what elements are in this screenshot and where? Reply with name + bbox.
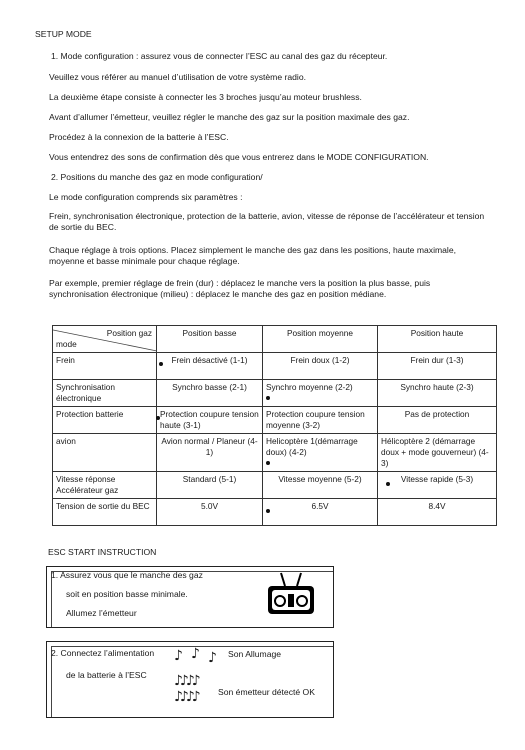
- instruction-text: Allumez l’émetteur: [66, 608, 137, 618]
- table-cell: Avion normal / Planeur (4-1): [157, 434, 263, 472]
- row-label: avion: [53, 434, 157, 472]
- setup-paragraph: Procédez à la connexion de la batterie à l’ESC.: [49, 132, 229, 142]
- setup-paragraph: Frein, synchronisation électronique, protection de la batterie, avion, vitesse de réponse de l’accélérateur et tension de sortie du BEC.: [49, 211, 485, 233]
- instruction-text: de la batterie à l’ESC: [66, 670, 147, 680]
- table-cell: Synchro basse (2-1): [157, 380, 263, 407]
- table-cell: [263, 434, 378, 472]
- table-row: [53, 407, 497, 434]
- table-row: [53, 353, 497, 380]
- table-cell: Vitesse moyenne (5-2): [263, 472, 378, 499]
- music-note-icon: ♪: [174, 648, 183, 664]
- setup-paragraph: Vous entendrez des sons de confirmation dès que vous entrerez dans le MODE CONFIGURATION.: [49, 152, 429, 162]
- setup-paragraph: Par exemple, premier réglage de frein (dur) : déplacez le manche vers la position la plus basse, puis synchronisation électronique (milieu) : déplacez le manche des gaz en position médiane.: [49, 278, 431, 300]
- row-label: Vitesse réponse Accélérateur gaz: [53, 472, 157, 499]
- table-cell: [263, 380, 378, 407]
- row-label: Tension de sortie du BEC: [53, 499, 157, 526]
- setup-paragraph: Chaque réglage à trois options. Placez simplement le manche des gaz dans les positions, haute maximale, moyenne et basse minimale pour chaque réglage.: [49, 245, 456, 267]
- cell-text: 6.5V: [311, 501, 329, 511]
- music-note-icon: ♪♪♪♪: [174, 689, 198, 705]
- instruction-text: soit en position basse minimale.: [66, 589, 188, 599]
- cell-text: Vitesse rapide (5-3): [400, 474, 474, 484]
- setup-item-2: 2. Positions du manche des gaz en mode configuration/: [51, 172, 263, 182]
- setup-item-1: 1. Mode configuration : assurez vous de connecter l’ESC au canal des gaz du récepteur.: [51, 51, 388, 61]
- sound-label: Son émetteur détecté OK: [218, 687, 315, 697]
- selection-dot: [159, 362, 163, 366]
- corner-top-label: Position gaz: [106, 328, 152, 338]
- table-row: [53, 380, 497, 407]
- setup-paragraph: La deuxième étape consiste à connecter les 3 broches jusqu’au moteur brushless.: [49, 92, 362, 102]
- row-label: Protection batterie: [53, 407, 157, 434]
- row-label: Frein: [53, 353, 157, 380]
- sound-label: Son Allumage: [228, 649, 282, 659]
- setup-paragraph: Avant d’allumer l’émetteur, veuillez régler le manche des gaz sur la position maximale des gaz.: [49, 112, 410, 122]
- column-header: Position moyenne: [263, 326, 378, 353]
- table-cell: Synchro haute (2-3): [378, 380, 497, 407]
- table-cell: [263, 499, 378, 526]
- table-cell: Protection coupure tension moyenne (3-2): [263, 407, 378, 434]
- table-row: [53, 472, 497, 499]
- table-cell: Hélicoptère 2 (démarrage doux + mode gouverneur) (4-3): [378, 434, 497, 472]
- instruction-box-1: [46, 566, 334, 628]
- table-cell: Frein dur (1-3): [378, 353, 497, 380]
- cell-text: Protection coupure tension haute (3-1): [160, 409, 259, 430]
- table-cell: Frein doux (1-2): [263, 353, 378, 380]
- corner-bottom-label: mode: [56, 339, 77, 350]
- music-note-icon: ♪: [191, 646, 200, 662]
- table-cell: 8.4V: [378, 499, 497, 526]
- setup-paragraph: Le mode configuration comprends six paramètres :: [49, 192, 243, 202]
- column-header: Position haute: [378, 326, 497, 353]
- table-cell: [378, 472, 497, 499]
- selection-dot: [266, 396, 270, 400]
- column-header: Position basse: [157, 326, 263, 353]
- instruction-text: 1. Assurez vous que le manche des gaz: [51, 570, 203, 580]
- table-row: [53, 434, 497, 472]
- instruction-box-2: [46, 641, 334, 718]
- table-cell: 5.0V: [157, 499, 263, 526]
- selection-dot: [266, 461, 270, 465]
- corner-cell: [53, 326, 157, 353]
- cell-text: Helicoptère 1(démarrage doux) (4-2): [266, 436, 358, 457]
- table-cell: Pas de protection: [378, 407, 497, 434]
- music-note-icon: ♪♪♪♪: [174, 673, 198, 689]
- selection-dot: [266, 509, 270, 513]
- selection-dot: [386, 482, 390, 486]
- instruction-text: 2. Connectez l’alimentation: [51, 648, 155, 658]
- cell-text: Frein désactivé (1-1): [171, 355, 248, 365]
- table-cell: [157, 407, 263, 434]
- selection-dot: [156, 416, 160, 420]
- settings-table: [52, 325, 497, 526]
- table-cell: Standard (5-1): [157, 472, 263, 499]
- table-cell: [157, 353, 263, 380]
- setup-paragraph: Veuillez vous référer au manuel d’utilisation de votre système radio.: [49, 72, 306, 82]
- row-label: Synchronisation électronique: [53, 380, 157, 407]
- esc-title: ESC START INSTRUCTION: [48, 547, 157, 557]
- music-note-icon: ♪: [208, 650, 217, 666]
- table-row: [53, 499, 497, 526]
- cell-text: Synchro moyenne (2-2): [266, 382, 353, 392]
- table-header-row: [53, 326, 497, 353]
- radio-transmitter-icon: [267, 572, 315, 616]
- setup-title: SETUP MODE: [35, 29, 92, 39]
